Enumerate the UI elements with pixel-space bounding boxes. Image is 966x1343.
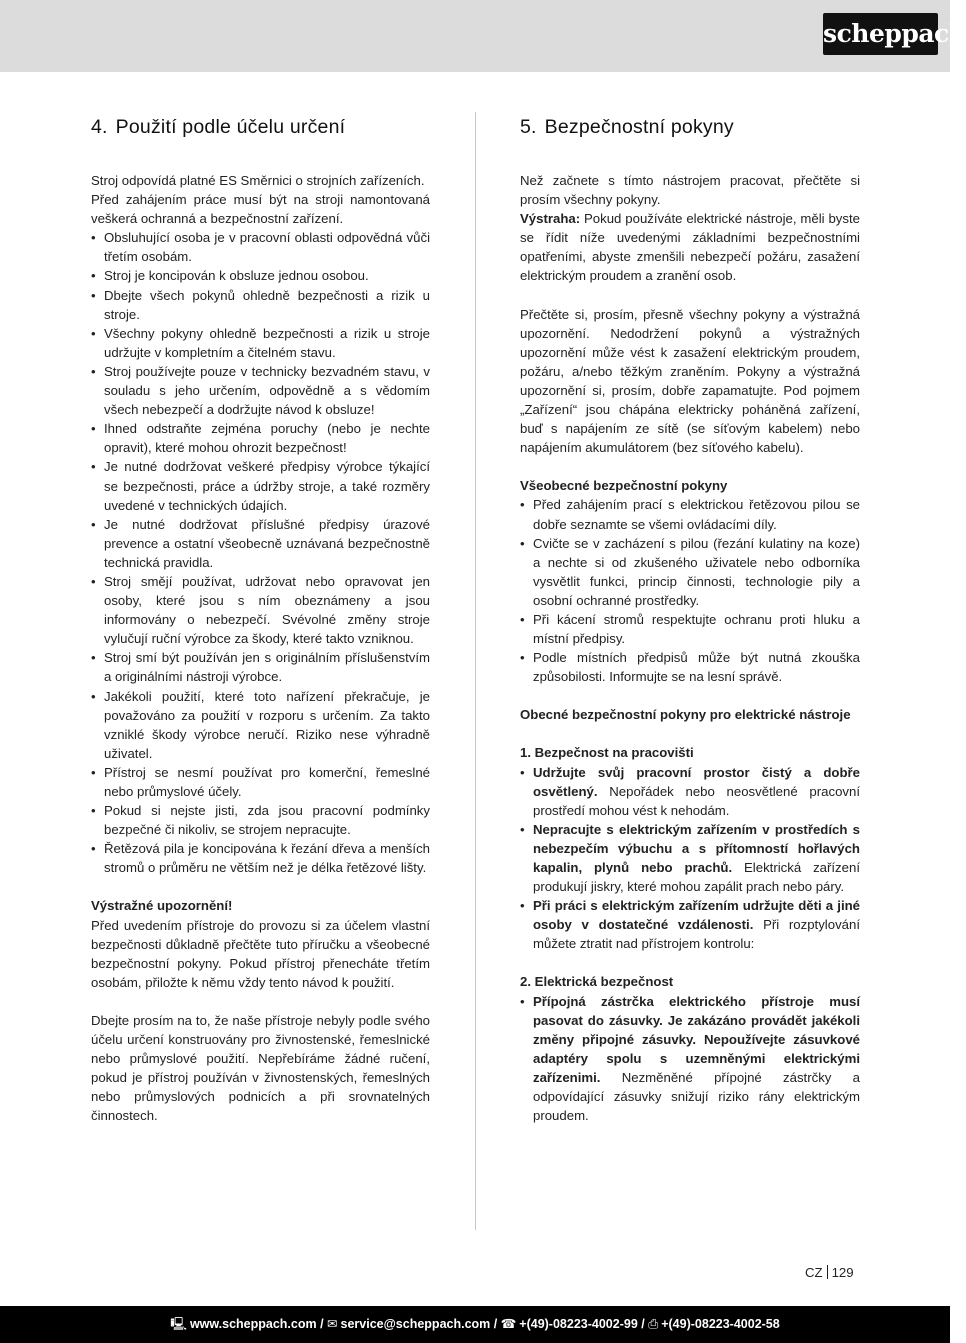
section-5-title (520, 113, 860, 141)
warning-heading: Výstražné upozornění! (91, 898, 233, 914)
list-item (520, 820, 860, 896)
item-bold-text: Nepracujte s elektrickým zařízením v prostředích s nebezpečím výbuchu a s přítomností hořlavých kapalin, plynů nebo prachů. (533, 821, 860, 875)
item-text: Nezměněné přípojné zástrčky a odpovídající zásuvky snižují riziko rány elektrickým proudem. (533, 1069, 860, 1124)
list-item (520, 763, 860, 820)
intro-paragraph: Před zahájením práce musí být na stroji namontovaná veškerá ochranná a bezpečnostní zařízení. (91, 192, 430, 227)
list-item: • Řetězová pila je koncipována k řezání dřeva a menších stromů o průměru ne větším než je délka řetězové lišty. (91, 839, 430, 877)
list-item: • Všechny pokyny ohledně bezpečnosti a rizik u stroje udržujte v kompletním a čitelném stavu. (91, 324, 430, 362)
item-bold-text: Udržujte svůj pracovní prostor čistý a dobře osvětlený. (533, 764, 860, 799)
electrical-safety-heading: 2. Elektrická bezpečnost (520, 974, 674, 990)
electrical-safety-list (520, 992, 860, 1126)
page-number-value: 129 (831, 1265, 854, 1280)
warning-text: Pokud používáte elektrické nástroje, měli byste se řídit níže uvedenými základními bezpečnostními opatřeními, abyste zmenšili nebezpečí požáru, zasažení elektrickým proudem a zranění osob. (520, 211, 860, 284)
usage-list (91, 228, 430, 877)
footer-separator: / (637, 1317, 649, 1331)
footer-email[interactable]: service@scheppach.com (340, 1317, 491, 1331)
list-item: • Jakékoli použití, které toto nařízení překračuje, je považováno za použití v rozporu s určením. Za takto vzniklé škody výrobce neručí. Riziko nese výhradně uživatel. (91, 687, 430, 763)
page-header (0, 0, 966, 72)
section-title-text: Použití podle účelu určení (115, 116, 346, 138)
page-number-separator (827, 1265, 828, 1279)
electric-tools-heading: Obecné bezpečnostní pokyny pro elektrické nástroje (520, 707, 851, 723)
section-number: 5. (520, 116, 537, 138)
language-code: CZ (805, 1265, 823, 1280)
general-safety-heading: Všeobecné bezpečnostní pokyny (520, 478, 728, 494)
item-bold-text: Při práci s elektrickým zařízením udržujte děti a jiné osoby v dostatečné vzdálenosti. (533, 898, 860, 933)
list-item (520, 992, 860, 1126)
list-item: • Před zahájením prací s elektrickou řetězovou pilou se dobře seznamte se všemi ovládacími díly. (520, 495, 860, 533)
closing-paragraph: Dbejte prosím na to, že naše přístroje nebyly podle svého účelu určení konstruovány pro živnostenské, řemeslnické nebo průmyslové použití. Nepřebíráme žádné ručení, pokud je přístroj používán v živnostenských, řemeslných nebo průmyslových podnicích a při srovnatelných činnostech. (91, 1012, 430, 1124)
list-item: • Stroj smí být používán jen s originálním příslušenstvím a originálními nástroji výrobce. (91, 648, 430, 686)
list-item: • Je nutné dodržovat příslušné předpisy úrazové prevence a ostatní všeobecně uznávaná bezpečnostně technická pravidla. (91, 515, 430, 572)
left-column (91, 113, 430, 1126)
section-title-text: Bezpečnostní pokyny (544, 116, 734, 138)
intro-paragraph: Než začnete s tímto nástrojem pracovat, přečtěte si prosím všechny pokyny. (520, 173, 860, 208)
footer-phone: +(49)-08223-4002-99 (519, 1317, 638, 1331)
section-4-title (91, 113, 430, 141)
item-text: Nepořádek nebo neosvětlené pracovní prostředí mohou vést k nehodám. (533, 783, 860, 818)
item-text: Elektrická zařízení produkují jiskry, které mohou zapálit prach nebo páry. (533, 860, 860, 895)
list-item: • Je nutné dodržovat veškeré předpisy výrobce týkající se bezpečnosti, práce a údržby stroje, a také rozměry uvedené v technických údajích. (91, 457, 430, 514)
column-divider (475, 112, 476, 1230)
warning-paragraph (520, 209, 860, 285)
list-item: • Pokud si nejste jisti, zda jsou pracovní podmínky bezpečné či nikoliv, se strojem nepracujte. (91, 801, 430, 839)
warning-paragraph: Před uvedením přístroje do provozu si za účelem vlastní bezpečnosti důkladně přečtěte tuto příručku a všeobecné bezpečnostní pokyny. Pokud přístroj přenecháte třetím osobám, přiložte k němu vždy tento návod k použití. (91, 917, 430, 990)
mail-icon: ✉ (327, 1317, 338, 1331)
list-item: • Dbejte všech pokynů ohledně bezpečnosti a rizik u stroje. (91, 286, 430, 324)
fax-icon: ⎙ (648, 1317, 659, 1331)
footer-fax: +(49)-08223-4002-58 (661, 1317, 780, 1331)
read-instructions-paragraph: Přečtěte si, prosím, přesně všechny pokyny a výstražná upozornění. Nedodržení pokynů a výstražných upozornění může vést k zasažení elektrickým proudem, požáru, a/nebo těžkým zraněním. Pokyny a výstražná upozornění si, prosím, dobře zapamatujte. Pod pojmem „Zařízení“ jsou chápána elektricky poháněná zařízení, buď s napájením ze sítě (se síťovým kabelem) nebo napájením akumulátorem (bez síťového kabelu). (520, 306, 860, 456)
footer-website[interactable]: www.scheppach.com (189, 1317, 317, 1331)
intro-paragraph: Stroj odpovídá platné ES Směrnici o strojních zařízeních. (91, 173, 425, 188)
item-bold-text: Přípojná zástrčka elektrického přístroje musí pasovat do zásuvky. Je zakázáno provádět jakékoli změny připojné zásuvky. Nepoužívejte zásuvkové adaptéry spolu s uzemněnými elektrickými zařízenimi. (533, 993, 860, 1085)
footer-separator: / (316, 1317, 328, 1331)
workplace-safety-list (520, 763, 860, 954)
list-item: • Při kácení stromů respektujte ochranu proti hluku a místní předpisy. (520, 610, 860, 648)
list-item: • Stroj smějí používat, udržovat nebo opravovat jen osoby, které jsou s ním obeznámeny a jsou informovány o nebezpečí. Svévolné změny stroje vylučují ruční výrobce za škody, které takto vzniknou. (91, 572, 430, 648)
item-text: Při rozptylování můžete ztratit nad přístrojem kontrolu: (533, 917, 860, 952)
list-item: • Obsluhující osoba je v pracovní oblasti odpovědná vůči třetím osobám. (91, 228, 430, 266)
phone-icon: ☎ (500, 1317, 517, 1331)
footer-separator: / (490, 1317, 501, 1331)
right-column (520, 113, 860, 1125)
list-item: • Cvičte se v zacházení s pilou (řezání kulatiny na koze) a nechte si od zkušeného uživatele nebo odborníka vysvětlit funkci, princip činnosti, technologie pily a osobní ochranné prostředky. (520, 534, 860, 610)
list-item: • Podle místních předpisů může být nutná zkouška způsobilosti. Informujte se na lesní správě. (520, 648, 860, 686)
section-number: 4. (91, 116, 108, 138)
page-footer (0, 1306, 950, 1343)
list-item: • Stroj používejte pouze v technicky bezvadném stavu, v souladu s jeho určením, odpovědně a s vědomím všech nebezpečí a dodržujte návod k obsluze! (91, 362, 430, 419)
list-item: • Přístroj se nesmí používat pro komerční, řemeslné nebo průmyslové účely. (91, 763, 430, 801)
warning-label: Výstraha: (520, 211, 581, 227)
workplace-safety-heading: 1. Bezpečnost na pracovišti (520, 745, 694, 761)
list-item (520, 896, 860, 953)
scheppach-logo: scheppach (823, 13, 938, 55)
list-item: • Ihned odstraňte zejména poruchy (nebo je nechte opravit), které mohou ohrozit bezpečnost! (91, 419, 430, 457)
page-number (805, 1265, 854, 1280)
general-safety-list (520, 495, 860, 686)
computer-icon: 🖳 (170, 1317, 187, 1331)
list-item: • Stroj je koncipován k obsluze jednou osobou. (91, 266, 430, 285)
